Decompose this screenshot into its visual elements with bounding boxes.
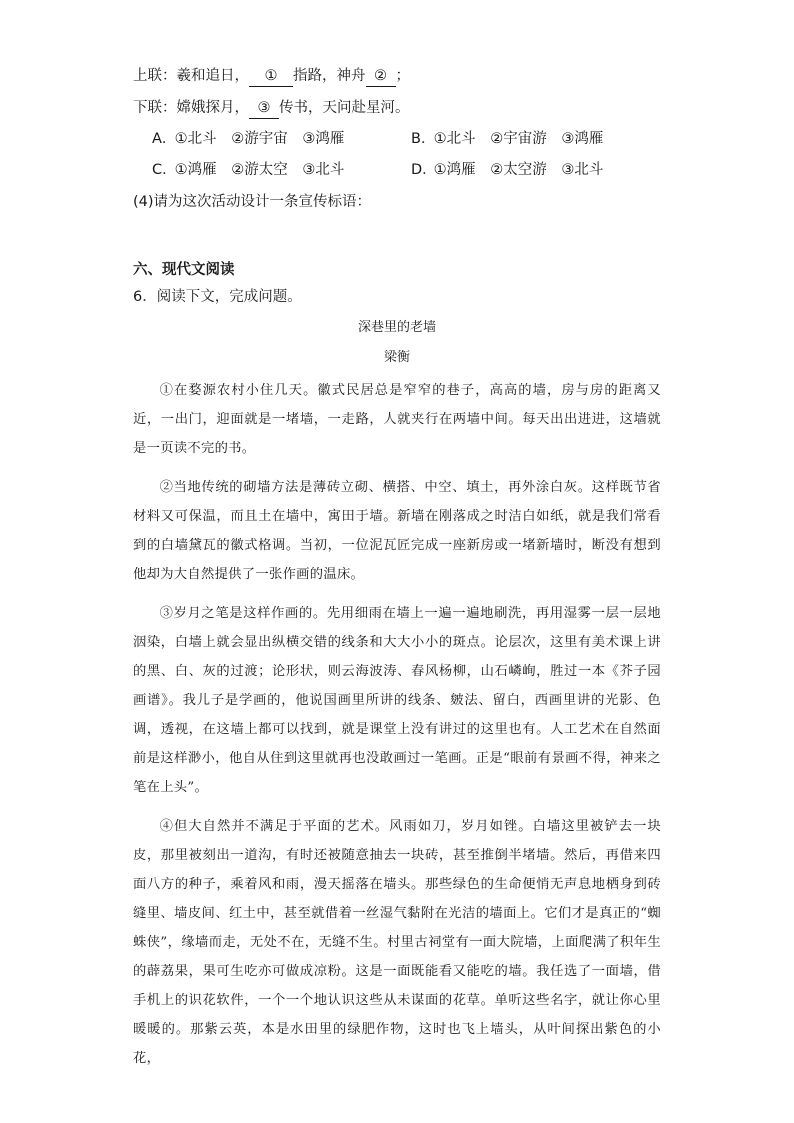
couplet-blank-1: ① — [249, 66, 293, 87]
couplet-upper-line — [133, 66, 410, 87]
couplet-upper-mid: 指路，神舟 — [293, 68, 366, 84]
option-letter: D． — [411, 162, 437, 178]
option-item: ①鸿雁 — [433, 162, 476, 178]
option-letter: A． — [152, 131, 177, 147]
article-title: 深巷里的老墙 — [357, 320, 436, 335]
couplet-upper-end: ； — [395, 68, 410, 84]
question-4: (4)请为这次活动设计一条宣传标语： — [133, 194, 372, 210]
option-c[interactable] — [152, 160, 354, 180]
option-item: ①北斗 — [174, 131, 217, 147]
option-letter: B． — [411, 131, 436, 147]
couplet-lower-prefix: 下联：嫦娥探月， — [133, 100, 249, 116]
article-body — [133, 376, 661, 1083]
question-6: 6．阅读下文，完成问题。 — [133, 289, 302, 305]
article-paragraph-1: ①在婺源农村小住几天。徽式民居总是窄窄的巷子，高高的墙，房与房的距离又近，一出门，迎面就是一堵墙，一走路，人就夹行在两墙中间。每天出出进进，这墙就是一页读不完的书。 — [133, 383, 661, 456]
couplet-upper-prefix: 上联：羲和追日， — [133, 68, 249, 84]
option-item: ③北斗 — [561, 162, 604, 178]
option-d[interactable] — [411, 160, 613, 180]
option-item: ①北斗 — [433, 131, 476, 147]
option-a[interactable] — [152, 129, 354, 149]
couplet-lower-end: 传书，天问赴星河。 — [279, 100, 410, 116]
option-letter: C． — [152, 162, 177, 178]
option-item: ①鸿雁 — [174, 162, 217, 178]
article-paragraph-3: ③岁月之笔是这样作画的。先用细雨在墙上一遍一遍地刷洗，再用湿雾一层一层地洇染，白墙上就会显出纵横交错的线条和大大小小的斑点。论层次，这里有美术课上讲的黑、白、灰的过渡；论形状，则云海波涛、春风杨柳，山石嶙峋，胜过一本《芥子园画谱》。我儿子是学画的，他说国画里所讲的线条、皴法、留白，西画里讲的光影、色调，透视，在这墙上都可以找到，就是课堂上没有讲过的这里也有。人工艺术在自然面前是这样渺小，他自从住到这里就再也没敢画过一笔画。正是“眼前有景画不得，神来之笔在上头”。 — [133, 606, 661, 795]
option-item: ③鸿雁 — [302, 131, 345, 147]
section-title: 六、现代文阅读 — [133, 262, 235, 278]
couplet-blank-2: ② — [366, 66, 396, 87]
article-paragraph-2: ②当地传统的砌墙方法是薄砖立砌、横搭、中空、填土，再外涂白灰。这样既节省材料又可保温，而且土在墙中，寓田于墙。新墙在刚落成之时洁白如纸，就是我们常看到的白墙黛瓦的徽式格调。当初，一位泥瓦匠完成一座新房或一堵新墙时，断没有想到他却为大自然提供了一张作画的温床。 — [133, 480, 661, 582]
option-item: ②太空游 — [490, 162, 547, 178]
option-item: ②游太空 — [231, 162, 288, 178]
couplet-blank-3: ③ — [249, 98, 279, 119]
article-paragraph-4: ④但大自然并不满足于平面的艺术。风雨如刀，岁月如锉。白墙这里被铲去一块皮，那里被刻出一道沟，有时还被随意抽去一块砖，甚至推倒半堵墙。然后，再借来四面八方的种子，乘着风和雨，漫天摇落在墙头。那些绿色的生命便悄无声息地栖身到砖缝里、墙皮间、红土中，甚至就借着一丝湿气黏附在光洁的墙面上。它们才是真正的“蜘蛛侠”，缘墙而走，无处不在，无缝不生。村里古祠堂有一面大院墙，上面爬满了积年生的薜荔果，果可生吃亦可做成凉粉。这是一面既能看又能吃的墙。我任选了一面墙，借手机上的识花软件，一个一个地认识这些从未谋面的花草。单听这些名字，就让你心里暖暖的。那紫云英，本是水田里的绿肥作物，这时也飞上墙头，从叶间探出紫色的小花， — [133, 819, 661, 1066]
option-b[interactable] — [411, 129, 613, 149]
article-author: 梁衡 — [383, 350, 410, 365]
option-item: ②游宇宙 — [231, 131, 288, 147]
option-item: ②宇宙游 — [490, 131, 547, 147]
couplet-lower-line — [133, 98, 410, 119]
option-item: ③鸿雁 — [561, 131, 604, 147]
option-item: ③北斗 — [302, 162, 345, 178]
